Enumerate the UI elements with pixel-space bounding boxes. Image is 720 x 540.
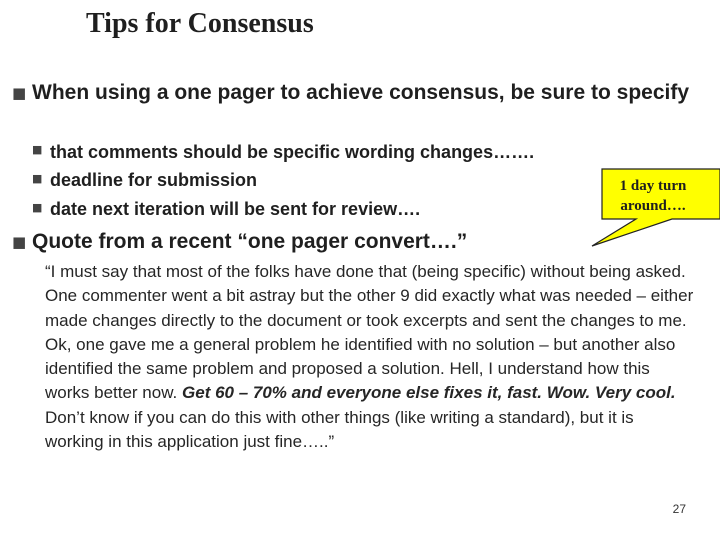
sub-bullet-deadline: deadline for submission [50,170,258,190]
square-bullet-icon: ■ [12,84,27,102]
square-bullet-icon: ■ [12,233,27,251]
square-bullet-icon: ■ [32,172,43,185]
quote-text [45,260,695,454]
quote-emphasis: Get 60 – 70% and everyone else fixes it, fast. Wow. Very cool. [182,383,676,403]
sub-bullet-next-iteration: date next iteration will be sent for review…. [50,199,421,219]
slide-title: Tips for Consensus [86,8,314,39]
sub-bullet-comments: that comments should be specific wording changes……. [50,142,535,162]
bullet-quote-heading: Quote from a recent “one pager convert….” [32,230,468,253]
page-number: 27 [672,502,686,516]
callout-line-1: 1 day turn [619,178,687,194]
callout-line-2: around…. [620,198,686,214]
quote-part-1: “I must say that most of the folks have done that (being specific) without being asked. One commenter went a bit astray but the other 9 did exactly what was needed – either made changes directly to the document or took excerpts and sent the changes to me. Ok, one gave me a general problem he identified with no solution – but another also identified the same problem and proposed a solution. Hell, I understand how this works better now. [45,262,694,403]
bullet-main: When using a one pager to achieve consensus, be sure to specify [32,81,690,104]
square-bullet-icon: ■ [32,143,43,156]
quote-part-2: Don’t know if you can do this with other things (like writing a standard), but it is working in this application just fine…..” [45,407,634,452]
callout-text [600,176,706,216]
square-bullet-icon: ■ [32,201,43,214]
